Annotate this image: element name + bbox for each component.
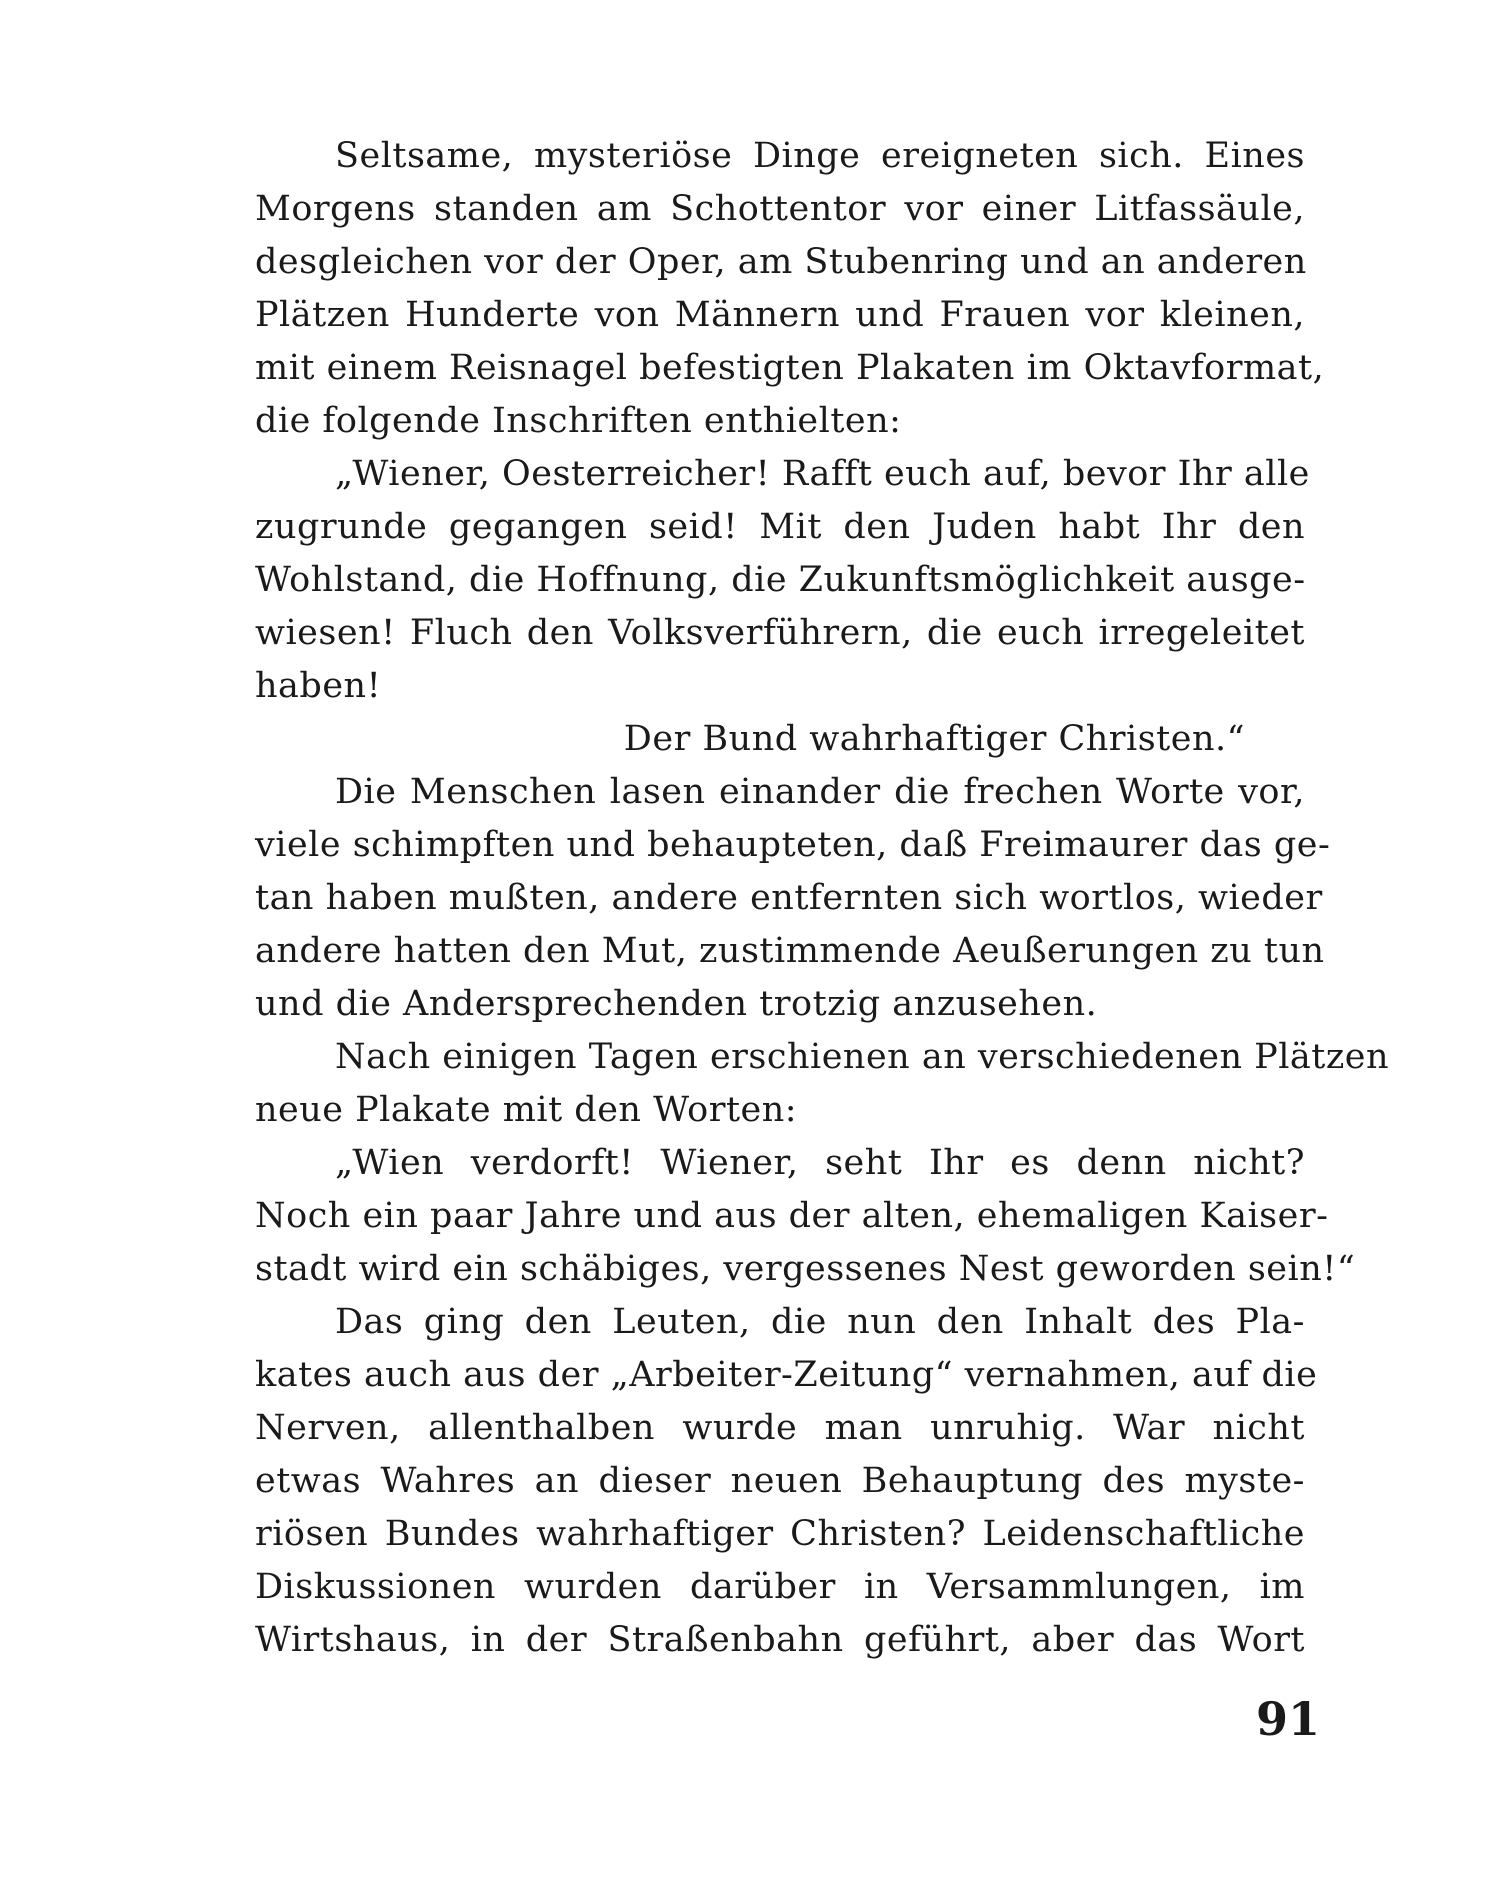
page-number: 91 bbox=[1255, 1692, 1320, 1746]
text-line: Nerven, allenthalben wurde man unruhig. War nicht bbox=[255, 1408, 1305, 1448]
text-line: desgleichen vor der Oper, am Stubenring und an anderen bbox=[255, 242, 1307, 282]
text-line: neue Plakate mit den Worten: bbox=[255, 1090, 798, 1130]
text-line: Wohlstand, die Hoffnung, die Zukunftsmöglichkeit ausge- bbox=[255, 560, 1306, 600]
text-line: Seltsame, mysteriöse Dinge ereigneten sich. Eines bbox=[335, 136, 1305, 176]
text-line: Plätzen Hunderte von Männern und Frauen vor kleinen, bbox=[255, 295, 1305, 335]
quoted-paragraph bbox=[255, 1137, 1356, 1296]
text-line: kates auch aus der „Arbeiter-Zeitung“ vernahmen, auf die bbox=[255, 1355, 1318, 1395]
text-line: Diskussionen wurden darüber in Versammlungen, im bbox=[255, 1567, 1305, 1607]
text-line: Morgens standen am Schottentor vor einer Litfassäule, bbox=[255, 189, 1305, 229]
text-line: und die Andersprechenden trotzig anzusehen. bbox=[255, 984, 1098, 1024]
text-line: tan haben mußten, andere entfernten sich wortlos, wieder bbox=[255, 878, 1323, 918]
text-line: „Wien verdorft! Wiener, seht Ihr es denn nicht? bbox=[335, 1143, 1305, 1183]
text-line: riösen Bundes wahrhaftiger Christen? Leidenschaftliche bbox=[255, 1514, 1305, 1554]
text-line: wiesen! Fluch den Volksverführern, die euch irregeleitet bbox=[255, 613, 1305, 653]
text-line: viele schimpften und behaupteten, daß Freimaurer das ge- bbox=[255, 825, 1331, 865]
text-line: Die Menschen lasen einander die frechen Worte vor, bbox=[335, 772, 1305, 812]
body-text bbox=[255, 130, 1390, 1667]
quoted-paragraph bbox=[255, 448, 1310, 713]
text-line: zugrunde gegangen seid! Mit den Juden habt Ihr den bbox=[255, 507, 1305, 547]
text-line: haben! bbox=[255, 666, 382, 706]
signature-line: Der Bund wahrhaftiger Christen.“ bbox=[623, 719, 1245, 759]
text-line: Wirtshaus, in der Straßenbahn geführt, aber das Wort bbox=[255, 1620, 1305, 1660]
paragraph bbox=[255, 1296, 1318, 1667]
text-line: Das ging den Leuten, die nun den Inhalt des Pla- bbox=[335, 1302, 1305, 1342]
paragraph bbox=[255, 766, 1331, 1031]
text-line: die folgende Inschriften enthielten: bbox=[255, 401, 902, 441]
text-line: Noch ein paar Jahre und aus der alten, ehemaligen Kaiser- bbox=[255, 1196, 1329, 1236]
text-line: „Wiener, Oesterreicher! Rafft euch auf, bevor Ihr alle bbox=[335, 454, 1310, 494]
paragraph bbox=[255, 1031, 1390, 1137]
text-line: stadt wird ein schäbiges, vergessenes Nest geworden sein!“ bbox=[255, 1249, 1356, 1289]
text-line: mit einem Reisnagel befestigten Plakaten im Oktavformat, bbox=[255, 348, 1325, 388]
text-line: andere hatten den Mut, zustimmende Aeußerungen zu tun bbox=[255, 931, 1325, 971]
text-line: etwas Wahres an dieser neuen Behauptung des myste- bbox=[255, 1461, 1305, 1501]
text-line: Nach einigen Tagen erschienen an verschiedenen Plätzen bbox=[335, 1037, 1390, 1077]
paragraph bbox=[255, 130, 1325, 448]
